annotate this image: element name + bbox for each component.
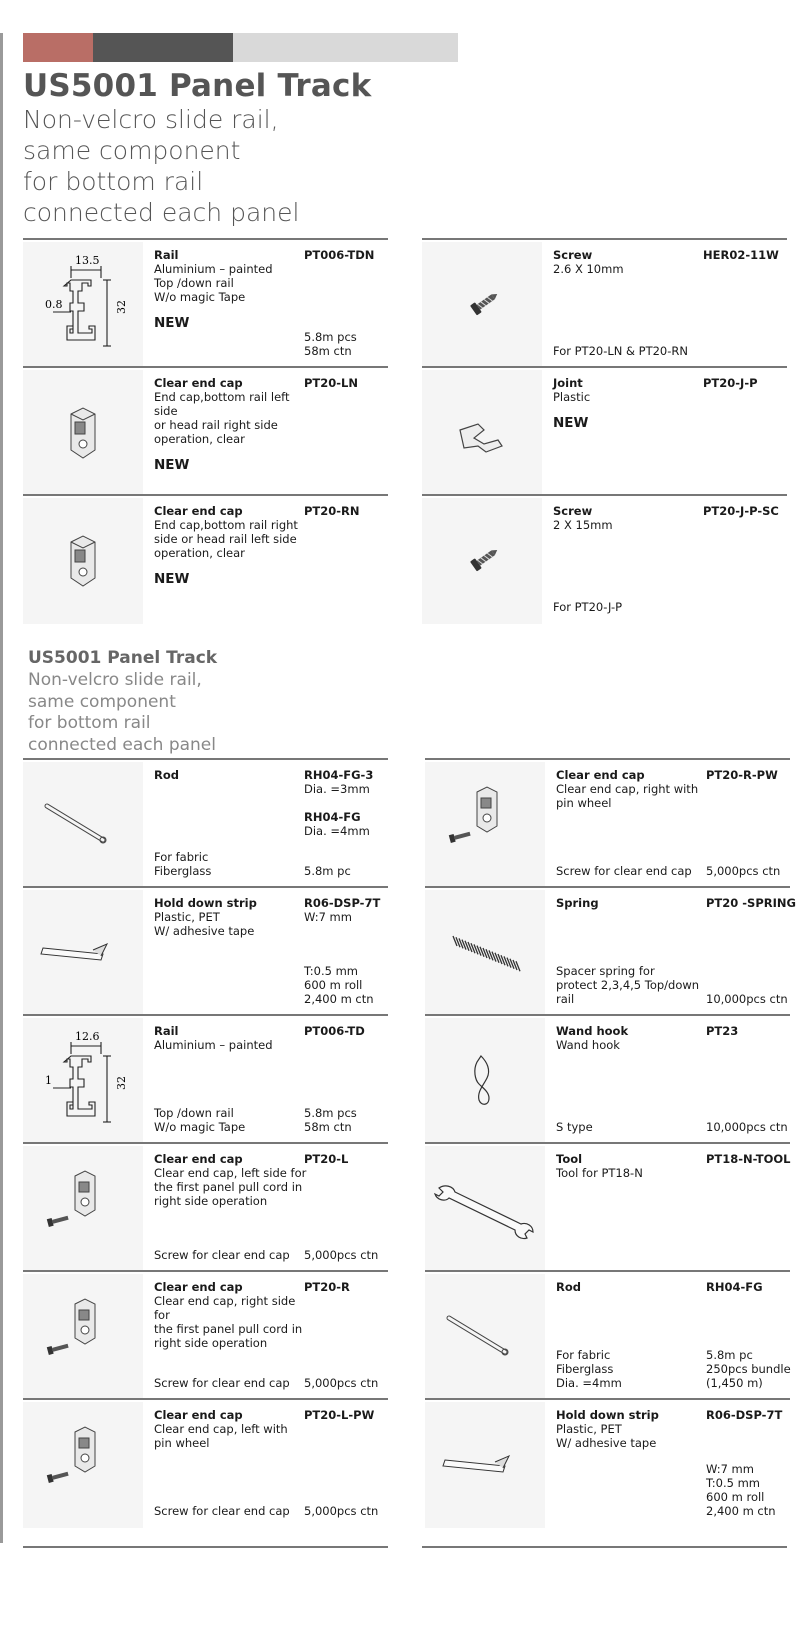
product-card [425,1014,790,1146]
text-line: 5,000pcs ctn [304,1376,379,1390]
product-code: R06-DSP-7T [304,896,381,910]
text-line: 2,400 m ctn [706,1504,776,1518]
screw-icon [422,498,542,624]
product-packing [706,864,800,878]
left-margin-line [0,33,3,1543]
text-line: W/o magic Tape [154,1120,246,1134]
section-title: US5001 Panel Track [28,648,218,668]
product-card [23,238,388,370]
text-line: the first panel pull cord in [154,1180,303,1194]
text-line: Screw for clear end cap [154,1504,290,1518]
section-subtitle-line: for bottom rail [28,713,151,733]
product-title: Spring [556,896,599,910]
product-card [425,886,796,1018]
text-line: Screw for clear end cap [154,1248,290,1262]
rail-profile-icon [23,1018,143,1144]
product-description [556,1408,711,1450]
text-line: 600 m roll [304,978,363,992]
product-title: Clear end cap [556,768,645,782]
product-title: Joint [553,376,583,390]
wand-hook-icon [425,1018,545,1144]
new-badge: NEW [154,315,190,331]
text-line: Dia. =3mm [304,782,370,796]
product-card [23,1142,388,1274]
dim-lip: 1 [45,1074,52,1087]
text-line: right side operation [154,1336,268,1350]
section-subtitle [28,670,288,756]
product-title: Rail [154,248,179,262]
product-note [556,964,706,1006]
product-description [556,768,711,810]
product-description [154,1280,309,1350]
product-code: PT23 [706,1024,739,1038]
product-packing [304,1504,414,1518]
product-packing [304,330,414,358]
text-line: Dia. =4mm [556,1376,622,1390]
text-line: 5.8m pcs [304,330,357,344]
text-line: rail [556,992,575,1006]
product-note [556,864,706,878]
color-bar-segment [23,33,93,62]
product-packing [706,992,800,1006]
text-line: For PT20-LN & PT20-RN [553,344,688,358]
end-cap-icon [23,370,143,496]
text-line: or head rail right side [154,418,278,432]
product-packing [304,964,414,1006]
end-cap-icon [23,498,143,624]
product-description [154,376,309,472]
product-packing [706,1348,800,1390]
product-code: PT20 -SPRING [706,896,796,910]
product-card [425,1398,790,1530]
product-code: R06-DSP-7T [706,1408,783,1422]
page-title: US5001 Panel Track [23,68,372,104]
text-line: Top /down rail [154,276,234,290]
text-line: Screw for clear end cap [556,864,692,878]
text-line: End cap,bottom rail right [154,518,298,532]
dim-lip: 0.8 [45,298,63,311]
product-description [556,1024,711,1052]
product-packing [706,1120,800,1134]
strip-icon [425,1402,545,1528]
text-line: 5.8m pc [706,1348,753,1362]
product-code: PT20-LN [304,376,359,390]
new-badge: NEW [553,415,589,431]
product-note [154,1376,304,1390]
product-code-block [304,504,414,518]
product-packing [304,864,414,878]
product-description [556,896,711,910]
text-line: operation, clear [154,546,245,560]
wrench-icon [425,1146,545,1272]
new-badge: NEW [154,457,190,473]
section-subtitle-line: Non-velcro slide rail, [28,670,202,690]
text-line: W:7 mm [706,1462,754,1476]
product-card [23,1398,388,1530]
product-card [422,494,787,626]
text-line: 10,000pcs ctn [706,1120,788,1134]
product-code-block [304,1280,414,1294]
product-code-block [706,896,800,910]
text-line: W:7 mm [304,910,352,924]
product-card [422,366,787,498]
subtitle-line: same component [23,136,241,165]
text-line: S type [556,1120,593,1134]
text-line: End cap,bottom rail left side [154,390,290,418]
section-subtitle-line: connected each panel [28,734,216,755]
product-code-block [703,248,800,262]
text-line: Spacer spring for [556,964,655,978]
text-line: Top /down rail [154,1106,234,1120]
product-code-block [706,1152,800,1166]
text-line: 2,400 m ctn [304,992,374,1006]
end-cap-with-screw-icon [425,762,545,888]
text-line: (1,450 m) [706,1376,763,1390]
product-description [556,1152,711,1180]
product-description [154,248,309,330]
product-code-block [304,1408,414,1422]
text-line: pin wheel [556,796,612,810]
text-line: 2 X 15mm [553,518,613,532]
product-code-block [304,1152,414,1166]
text-line: 58m ctn [304,344,352,358]
text-line: W/ adhesive tape [556,1436,657,1450]
subtitle-line: connected each panel [23,198,300,227]
product-card [23,758,388,890]
product-code: PT20-R-PW [706,768,778,782]
text-line: 600 m roll [706,1490,765,1504]
text-line: Plastic, PET [556,1422,622,1436]
product-packing [304,1248,414,1262]
product-code: PT20-J-P-SC [703,504,779,518]
product-code: HER02-11W [703,248,779,262]
product-card [23,886,388,1018]
product-description [553,504,708,532]
product-title: Screw [553,504,593,518]
section-subtitle-line: same component [28,691,176,712]
product-code: PT20-L-PW [304,1408,375,1422]
product-code-block [703,504,800,518]
product-code-block [304,768,414,838]
page-subtitle [23,104,403,228]
product-packing [706,1462,800,1518]
product-title: Clear end cap [154,1408,243,1422]
text-line: Screw for clear end cap [154,1376,290,1390]
text-line: Plastic, PET [154,910,220,924]
product-title: Hold down strip [154,896,257,910]
text-line: Clear end cap, left side for [154,1166,307,1180]
text-line: Plastic [553,390,591,404]
product-note [154,1504,304,1518]
text-line: 5,000pcs ctn [304,1504,379,1518]
color-bar-segment [93,33,233,62]
product-packing [304,1106,414,1134]
product-code: RH04-FG [706,1280,763,1294]
text-line: operation, clear [154,432,245,446]
product-code-block [703,376,800,390]
product-title: Rail [154,1024,179,1038]
text-line: 5,000pcs ctn [304,1248,379,1262]
product-packing [304,1376,414,1390]
product-description [154,1152,309,1208]
product-title: Hold down strip [556,1408,659,1422]
text-line: 5.8m pc [304,864,351,878]
text-line: Clear end cap, right side for [154,1294,296,1322]
end-cap-with-screw-icon [23,1402,143,1528]
product-code: PT20-R [304,1280,350,1294]
product-title: Rod [556,1280,581,1294]
text-line: Aluminium – painted [154,262,273,276]
text-line: Clear end cap, right with [556,782,699,796]
end-cap-with-screw-icon [23,1274,143,1400]
subtitle-line: Non-velcro slide rail, [23,105,279,134]
text-line: the first panel pull cord in [154,1322,303,1336]
product-note [154,1106,304,1134]
product-code: RH04-FG [304,810,361,824]
screw-icon [422,242,542,368]
product-description [154,1408,309,1450]
product-code: PT20-L [304,1152,349,1166]
joint-icon [422,370,542,496]
rod-icon [425,1274,545,1400]
text-line: Fiberglass [556,1362,614,1376]
product-note [553,600,703,614]
product-code-block [706,768,800,782]
text-line: protect 2,3,4,5 Top/down [556,978,700,992]
end-cap-with-screw-icon [23,1146,143,1272]
product-card [422,238,787,370]
product-code-block [706,1024,800,1038]
product-note [154,1248,304,1262]
product-code: PT006-TDN [304,248,375,262]
product-card [23,494,388,626]
text-line: pin wheel [154,1436,210,1450]
text-line: Tool for PT18-N [556,1166,643,1180]
text-line: 2.6 X 10mm [553,262,624,276]
text-line: right side operation [154,1194,268,1208]
text-line: T:0.5 mm [706,1476,760,1490]
product-card [425,758,790,890]
text-line: W/ adhesive tape [154,924,255,938]
product-card [23,366,388,498]
product-title: Clear end cap [154,1152,243,1166]
text-line: 250pcs bundle [706,1362,791,1376]
dim-height: 32 [115,1076,128,1090]
rail-profile-icon [23,242,143,368]
text-line: Clear end cap, left with [154,1422,288,1436]
product-code: PT006-TD [304,1024,365,1038]
product-title: Clear end cap [154,504,243,518]
product-code: PT20-RN [304,504,360,518]
spring-icon [425,890,545,1016]
strip-icon [23,890,143,1016]
text-line: Dia. =4mm [304,824,370,838]
text-line: For fabric [556,1348,611,1362]
text-line: Wand hook [556,1038,620,1052]
product-description [154,504,309,586]
product-title: Tool [556,1152,583,1166]
dim-height: 32 [115,300,128,314]
product-title: Screw [553,248,593,262]
text-line: 10,000pcs ctn [706,992,788,1006]
subtitle-line: for bottom rail [23,167,204,196]
product-code-block [304,248,414,262]
text-line: 5.8m pcs [304,1106,357,1120]
product-title: Rod [154,768,179,782]
text-line: Aluminium – painted [154,1038,273,1052]
text-line: W/o magic Tape [154,290,246,304]
product-code: RH04-FG-3 [304,768,374,782]
product-card [23,1014,388,1146]
color-bar-segment [233,33,458,62]
product-code: PT18-N-TOOL [706,1152,791,1166]
product-note [556,1120,706,1134]
product-card [425,1270,790,1402]
product-description [154,1024,309,1052]
product-code-block [304,1024,414,1038]
new-badge: NEW [154,571,190,587]
color-bar [23,33,458,62]
product-card [425,1142,790,1274]
product-code: PT20-J-P [703,376,758,390]
product-description [556,1280,711,1294]
product-title: Clear end cap [154,1280,243,1294]
product-description [154,768,309,782]
rod-icon [23,762,143,888]
product-description [154,896,309,938]
text-line: 5,000pcs ctn [706,864,781,878]
product-note [553,344,703,358]
product-note [154,850,304,878]
divider [23,1546,388,1548]
text-line: T:0.5 mm [304,964,358,978]
dim-width: 13.5 [75,254,100,267]
text-line: side or head rail left side [154,532,297,546]
product-description [553,376,708,430]
dim-width: 12.6 [75,1030,100,1043]
product-title: Clear end cap [154,376,243,390]
text-line: For fabric [154,850,209,864]
product-description [553,248,708,276]
text-line: 58m ctn [304,1120,352,1134]
product-code-block [304,376,414,390]
product-card [23,1270,388,1402]
text-line: For PT20-J-P [553,600,623,614]
product-code-block [706,1280,800,1294]
product-title: Wand hook [556,1024,629,1038]
product-note [556,1348,706,1390]
divider [422,1546,787,1548]
text-line: Fiberglass [154,864,212,878]
product-code-block [706,1408,800,1422]
product-code-block [304,896,414,924]
